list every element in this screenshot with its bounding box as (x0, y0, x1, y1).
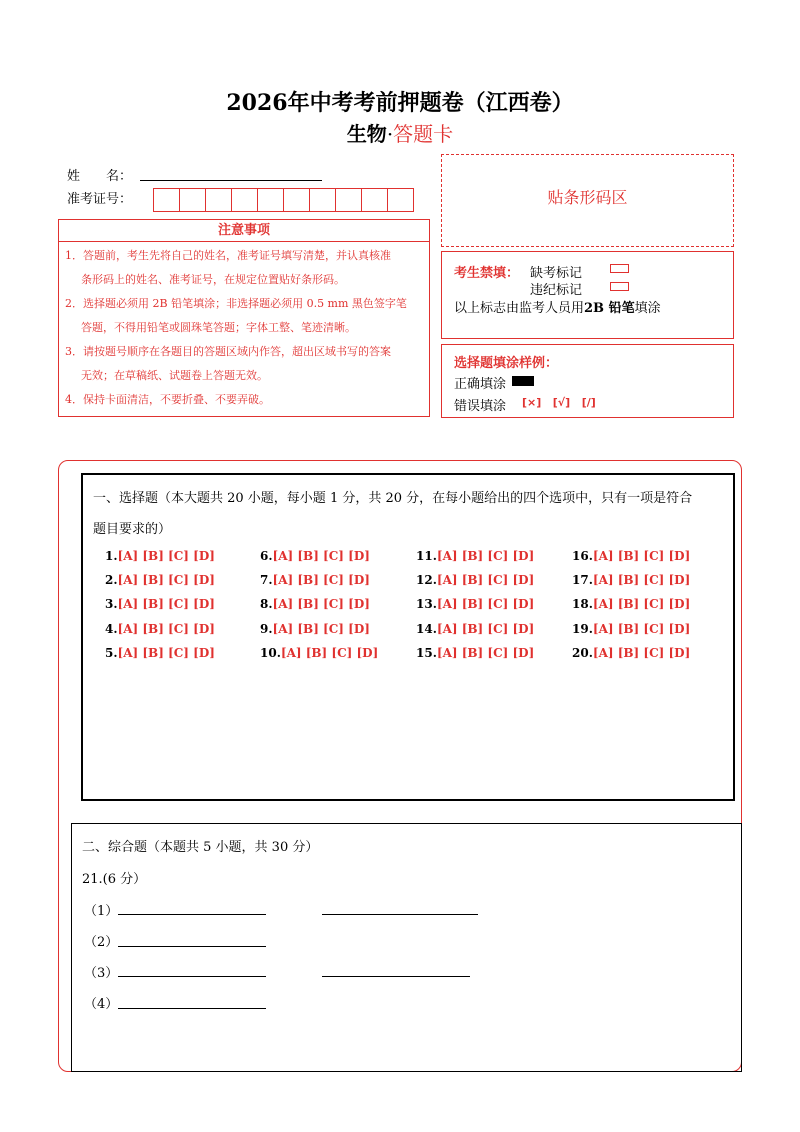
sub-q4-answer-line[interactable] (118, 1008, 266, 1009)
mc-question[interactable] (105, 573, 215, 587)
id-digit-box[interactable] (257, 188, 284, 212)
notice-item: 条形码上的姓名、准考证号，在规定位置贴好条形码。 (81, 273, 345, 286)
mc-options[interactable]: [A] [B] [C] [D] (272, 549, 370, 563)
mc-options[interactable]: [A] [B] [C] [D] (592, 597, 691, 611)
sub-q3-label: （3） (84, 966, 119, 981)
mc-options[interactable]: [A] [B] [C] [D] (117, 646, 215, 660)
note-prefix: 以上标志由监考人员用 (454, 301, 585, 316)
id-digit-box[interactable] (205, 188, 232, 212)
sub-q4-label: （4） (84, 997, 119, 1012)
section1-title-cont: 题目要求的） (93, 522, 172, 537)
name-label: 姓 名： (67, 169, 133, 184)
barcode-label: 贴条形码区 (547, 188, 628, 207)
mc-options[interactable]: [A] [B] [C] [D] (592, 573, 691, 587)
mc-question[interactable] (105, 622, 215, 636)
mc-question-number: 16. (572, 549, 593, 563)
mc-question[interactable] (416, 597, 534, 611)
mc-question[interactable] (260, 549, 370, 563)
sub-q2-answer-line[interactable] (118, 946, 266, 947)
mc-question[interactable] (260, 646, 378, 660)
section1-title: 一、选择题（本大题共 20 小题，每小题 1 分，共 20 分，在每小题给出的四个选项中，只有一项是符合 (93, 491, 693, 506)
note-suffix: 填涂 (634, 301, 661, 316)
mc-options[interactable]: [A] [B] [C] [D] (272, 597, 370, 611)
mc-options[interactable]: [A] [B] [C] [D] (592, 646, 691, 660)
notice-title: 注意事项 (217, 223, 270, 238)
notice-item: 1．答题前，考生先将自己的姓名，准考证号填写清楚，并认真核准 (65, 249, 391, 262)
section2-box (71, 823, 742, 1072)
violation-mark-box[interactable] (610, 282, 629, 291)
wrong-samples (522, 396, 596, 409)
violation-label: 违纪标记 (530, 283, 583, 298)
mc-options[interactable]: [A] [B] [C] [D] (436, 549, 535, 563)
mc-question-number: 9. (260, 622, 273, 636)
notice-item: 答题，不得用铅笔或圆珠笔答题；字体工整、笔迹清晰。 (81, 321, 356, 334)
mc-question-number: 14. (416, 622, 437, 636)
note-bold: 2B 铅笔 (584, 301, 635, 316)
mc-options[interactable]: [A] [B] [C] [D] (117, 597, 215, 611)
name-field[interactable] (140, 180, 322, 181)
correct-fill-sample (512, 376, 534, 386)
mc-options[interactable]: [A] [B] [C] [D] (436, 573, 535, 587)
mc-options[interactable]: [A] [B] [C] [D] (117, 573, 215, 587)
mc-question-number: 10. (260, 646, 281, 660)
page-title: 2026年中考考前押题卷（江西卷） (226, 90, 574, 116)
mc-question-number: 19. (572, 622, 593, 636)
sample-title: 选择题填涂样例： (454, 356, 559, 371)
mc-question-number: 12. (416, 573, 437, 587)
id-digit-box[interactable] (283, 188, 310, 212)
forbidden-box (441, 251, 734, 339)
id-digit-box[interactable] (153, 188, 180, 212)
mc-question-number: 20. (572, 646, 593, 660)
mc-question-number: 5. (105, 646, 118, 660)
mc-options[interactable]: [A] [B] [C] [D] (436, 597, 535, 611)
sub-q1-answer-line-2[interactable] (322, 914, 478, 915)
notice-title-box (58, 219, 430, 242)
mc-options[interactable]: [A] [B] [C] [D] (592, 622, 691, 636)
mc-question[interactable] (572, 597, 690, 611)
mc-question[interactable] (416, 549, 534, 563)
mc-question[interactable] (416, 573, 534, 587)
wrong-sample-x: [×] (522, 396, 542, 409)
q21-label: 21.(6 分） (82, 872, 147, 887)
mc-question[interactable] (260, 622, 370, 636)
id-digit-box[interactable] (335, 188, 362, 212)
sub-q1-label: （1） (84, 904, 119, 919)
mc-question[interactable] (416, 646, 534, 660)
mc-options[interactable]: [A] [B] [C] [D] (436, 622, 535, 636)
forbidden-note (454, 297, 661, 316)
mc-options[interactable]: [A] [B] [C] [D] (272, 573, 370, 587)
mc-options[interactable]: [A] [B] [C] [D] (272, 622, 370, 636)
id-digit-box[interactable] (361, 188, 388, 212)
forbidden-title: 考生禁填： (454, 266, 520, 281)
section1-box (81, 473, 735, 801)
mc-question-number: 8. (260, 597, 273, 611)
id-label: 准考证号： (67, 192, 133, 207)
mc-options[interactable]: [A] [B] [C] [D] (117, 549, 215, 563)
id-digit-box[interactable] (387, 188, 414, 212)
card-label: 答题卡 (393, 122, 454, 146)
id-boxes (154, 188, 414, 212)
mc-question-number: 13. (416, 597, 437, 611)
notice-box (58, 241, 430, 417)
mc-options[interactable]: [A] [B] [C] [D] (280, 646, 379, 660)
sample-box (441, 344, 734, 418)
mc-options[interactable]: [A] [B] [C] [D] (117, 622, 215, 636)
wrong-sample-check: [√] (552, 396, 571, 409)
subtitle (0, 118, 800, 147)
mc-question[interactable] (416, 622, 534, 636)
mc-question-number: 4. (105, 622, 118, 636)
absent-mark-box[interactable] (610, 264, 629, 273)
mc-question[interactable] (105, 597, 215, 611)
wrong-label: 错误填涂 (454, 399, 507, 414)
mc-question-number: 1. (105, 549, 118, 563)
sub-q3-answer-line-1[interactable] (118, 976, 266, 977)
wrong-sample-slash: [/] (581, 396, 596, 409)
mc-question[interactable] (105, 646, 215, 660)
mc-options[interactable]: [A] [B] [C] [D] (592, 549, 691, 563)
mc-question[interactable] (572, 573, 690, 587)
mc-question[interactable] (260, 597, 370, 611)
notice-item: 3．请按题号顺序在各题目的答题区域内作答，超出区域书写的答案 (65, 345, 391, 358)
mc-question-number: 17. (572, 573, 593, 587)
mc-question-number: 3. (105, 597, 118, 611)
mc-question-number: 6. (260, 549, 273, 563)
id-digit-box[interactable] (309, 188, 336, 212)
mc-question[interactable] (572, 622, 690, 636)
mc-question[interactable] (105, 549, 215, 563)
mc-question-number: 7. (260, 573, 273, 587)
notice-item: 4．保持卡面清洁，不要折叠、不要弄破。 (65, 393, 270, 406)
mc-question-number: 18. (572, 597, 593, 611)
notice-item: 2．选择题必须用 2B 铅笔填涂；非选择题必须用 0.5 mm 黑色签字笔 (65, 297, 407, 310)
sub-q3-answer-line-2[interactable] (322, 976, 470, 977)
mc-question-number: 2. (105, 573, 118, 587)
absent-label: 缺考标记 (530, 266, 583, 281)
id-digit-box[interactable] (179, 188, 206, 212)
correct-label: 正确填涂 (454, 377, 507, 392)
section2-title: 二、综合题（本题共 5 小题，共 30 分） (82, 840, 319, 855)
id-digit-box[interactable] (231, 188, 258, 212)
mc-question[interactable] (260, 573, 370, 587)
mc-question-number: 11. (416, 549, 437, 563)
notice-item: 无效；在草稿纸、试题卷上答题无效。 (81, 369, 268, 382)
sub-q2-label: （2） (84, 935, 119, 950)
barcode-area (441, 154, 734, 247)
mc-question[interactable] (572, 646, 690, 660)
mc-options[interactable]: [A] [B] [C] [D] (436, 646, 535, 660)
mc-question[interactable] (572, 549, 690, 563)
sub-q1-answer-line-1[interactable] (118, 914, 266, 915)
subtitle-dot: · (386, 122, 394, 146)
subject-label: 生物 (346, 122, 387, 146)
mc-question-number: 15. (416, 646, 437, 660)
